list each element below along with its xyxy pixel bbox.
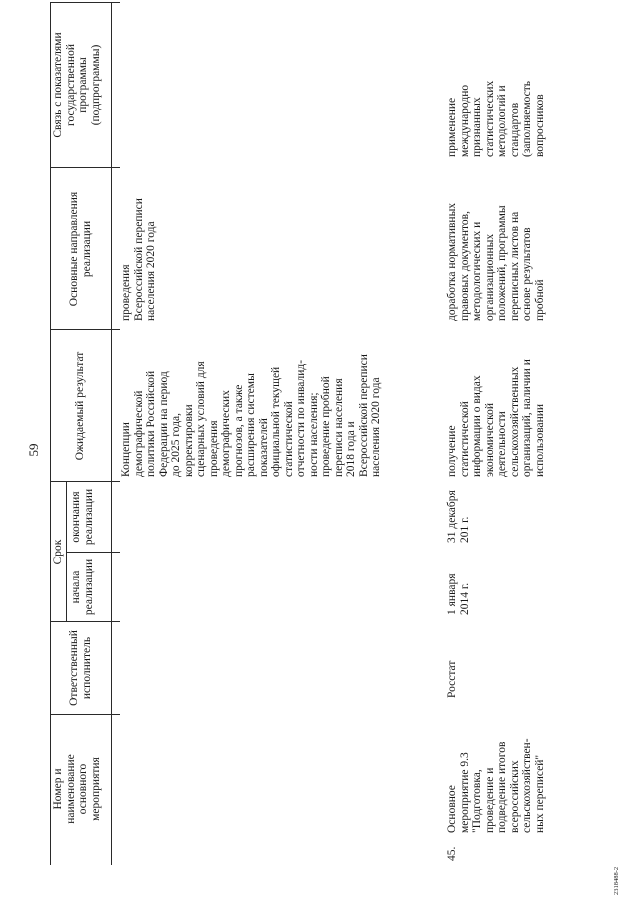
col-divider-5 (50, 329, 120, 330)
header-bottom-border (111, 3, 112, 865)
document-id: 2318488-2 (613, 866, 620, 895)
col-divider-3 (66, 552, 120, 553)
continuation-expected-result: Концепции демографической политики Российской Федерации на период до 2025 года, корректировки сценарных условий для проведения демографических прогнозов, а также расширения системы показателей официальной текущей статистической отчетности по инвалид- ности населения; проведение пробной переписи населения 2018 года и Всероссийской переписи населения 2020 года (120, 354, 382, 477)
header-term-start: начала реализации (70, 558, 95, 616)
header-directions: Основные направления реализации (68, 191, 93, 307)
table-top-border (50, 3, 51, 865)
row-number: 45. (446, 846, 458, 861)
header-expected-result: Ожидаемый результат (74, 351, 86, 461)
header-term-end: окончания реализации (70, 488, 95, 546)
col-divider-1 (50, 714, 120, 715)
page-number: 59 (26, 443, 41, 457)
header-number-name: Номер и наименование основного мероприятия (52, 754, 102, 824)
header-link: Связь с показателями государственной программы (подпрограммы) (52, 32, 102, 138)
col-divider-4 (50, 481, 120, 482)
row-end-date: 31 декабря 201 г. (446, 490, 471, 543)
header-responsible: Ответственный исполнитель (68, 630, 93, 706)
col-divider-6 (50, 167, 120, 168)
row-start-date: 1 января 2014 г. (446, 573, 471, 615)
header-term: Срок (52, 539, 64, 565)
row-link: применение международно признанных статистических методологий и стандартов (заполняемость вопросников (446, 80, 546, 157)
row-expected-result: получение статистической информации о видах экономической деятельности сельскохозяйственных организаций, наличии и использовании (446, 359, 546, 477)
row-directions: доработка нормативных правовых документов, методологических и организационных положений, программы переписных листов на основе результатов пробной (446, 202, 546, 321)
row-responsible: Росстат (446, 660, 458, 698)
col-divider-7 (50, 2, 120, 3)
col-divider-2 (50, 621, 120, 622)
continuation-directions: проведения Всероссийской переписи населения 2020 года (120, 198, 157, 321)
row-name: Основное мероприятие 9.3 "Подготовка, проведение и подведение итогов всероссийских сельскохозяйствен- ных переписей" (446, 738, 546, 833)
